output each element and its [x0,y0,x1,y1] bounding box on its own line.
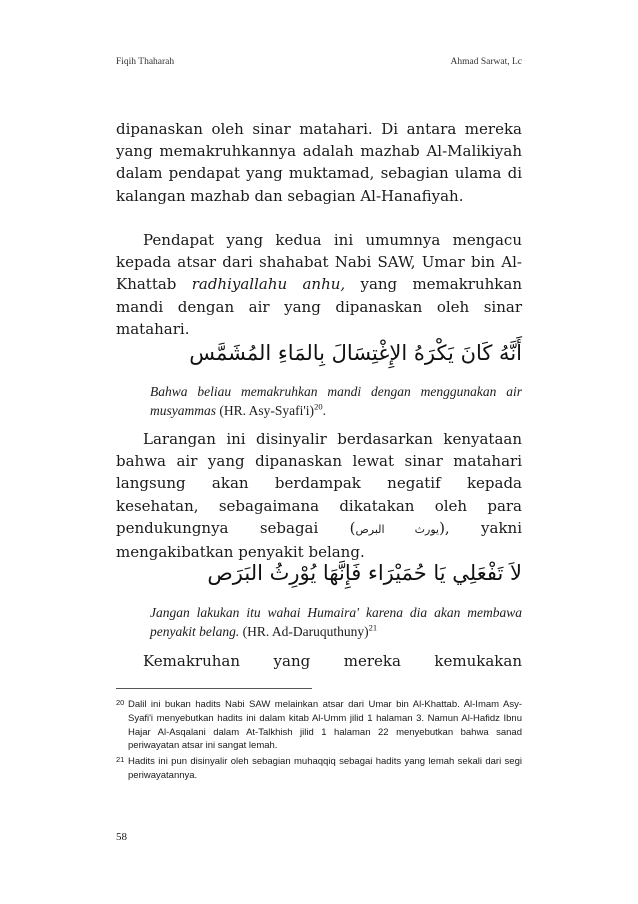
paragraph-2-text-a: Pendapat yang kedua ini umumnya mengacu kepada atsar dari shahabat Nabi SAW, Umar bin Al-Khattab [116,231,522,294]
footnote-ref-20: 20 [314,401,323,412]
footnote-20 [116,698,522,753]
page-number: 58 [116,831,127,843]
paragraph-1: dipanaskan oleh sinar matahari. Di antara mereka yang memakruhkannya adalah mazhab Al-Malikiyah dalam pendapat yang muktamad, sebagian ulama di kalangan mazhab dan sebagian Al-Hanafiyah. [116,120,522,205]
translation-1-text: Bahwa beliau memakruhkan mandi dengan menggunakan air musyammas [150,384,522,418]
header-book-title: Fiqih Thaharah [116,57,175,67]
footnote-20-text: Dalil ini bukan hadits Nabi SAW melainkan atsar dari Umar bin Al-Khattab. Al-Imam Asy-Syafi'i menyebutkan hadits ini dalam kitab Al-Umm jilid 1 halaman 3. Namun Al-Hafidz Ibnu Hajar Al-Asqalani dalam At-Talkhish jilid 1 halaman 22 menyebutkan bahwa sanad periwayatan atsar ini sangat lemah. [128,699,522,752]
header-author: Ahmad Sarwat, Lc [450,57,522,67]
running-header [116,57,522,67]
footnote-21-text: Hadits ini pun disinyalir oleh sebagian muhaqqiq sebagai hadits yang lemah sekali dari segi periwayatannya. [128,756,522,781]
translation-1 [150,382,522,420]
footnotes [116,698,522,785]
footnote-divider [116,688,312,689]
translation-2-text: Jangan lakukan itu wahai Humaira' karena dia akan membawa penyakit belang. [150,605,522,639]
footnote-20-number: 20 [116,698,125,707]
paragraph-3-text-b: ), yakni mengakibatkan penyakit belang. [116,518,522,562]
translation-1-end: . [322,403,326,418]
paragraph-3-text-a: Larangan ini disinyalir berdasarkan kenyataan bahwa air yang dipanaskan lewat sinar matahari langsung akan berdampak negatif kepada kesehatan, sebagaimana dikatakan oleh para pendukungnya sebagai ( [116,430,522,537]
paragraph-2-honorific: radhiyallahu anhu, [191,275,346,294]
translation-2 [150,603,522,641]
arabic-hadith-quote: لاَ تَفْعَلِي يَا حُمَيْرَاء فَإِنَّهَا يُوْرِثُ البَرَص [207,561,522,585]
paragraph-3 [116,428,522,563]
paragraph-3-arabic-inline: يورث البرص [355,522,440,536]
arabic-atsar-quote: أَنَّهُ كَانَ يَكْرَهُ الإِغْتِسَالَ بِالمَاءِ المُشَمَّس [189,341,522,365]
footnote-21 [116,755,522,783]
translation-2-source: (HR. Ad-Daruquthuny) [239,624,369,639]
footnote-21-number: 21 [116,755,125,765]
translation-1-source: (HR. Asy-Syafi'i) [216,403,315,418]
paragraph-4: Kemakruhan yang mereka kemukakan [143,652,522,670]
footnote-ref-21: 21 [368,622,378,633]
paragraph-2-text-b: yang memakruhkan mandi dengan air yang dipanaskan oleh sinar matahari. [116,275,522,338]
paragraph-2 [116,229,522,340]
